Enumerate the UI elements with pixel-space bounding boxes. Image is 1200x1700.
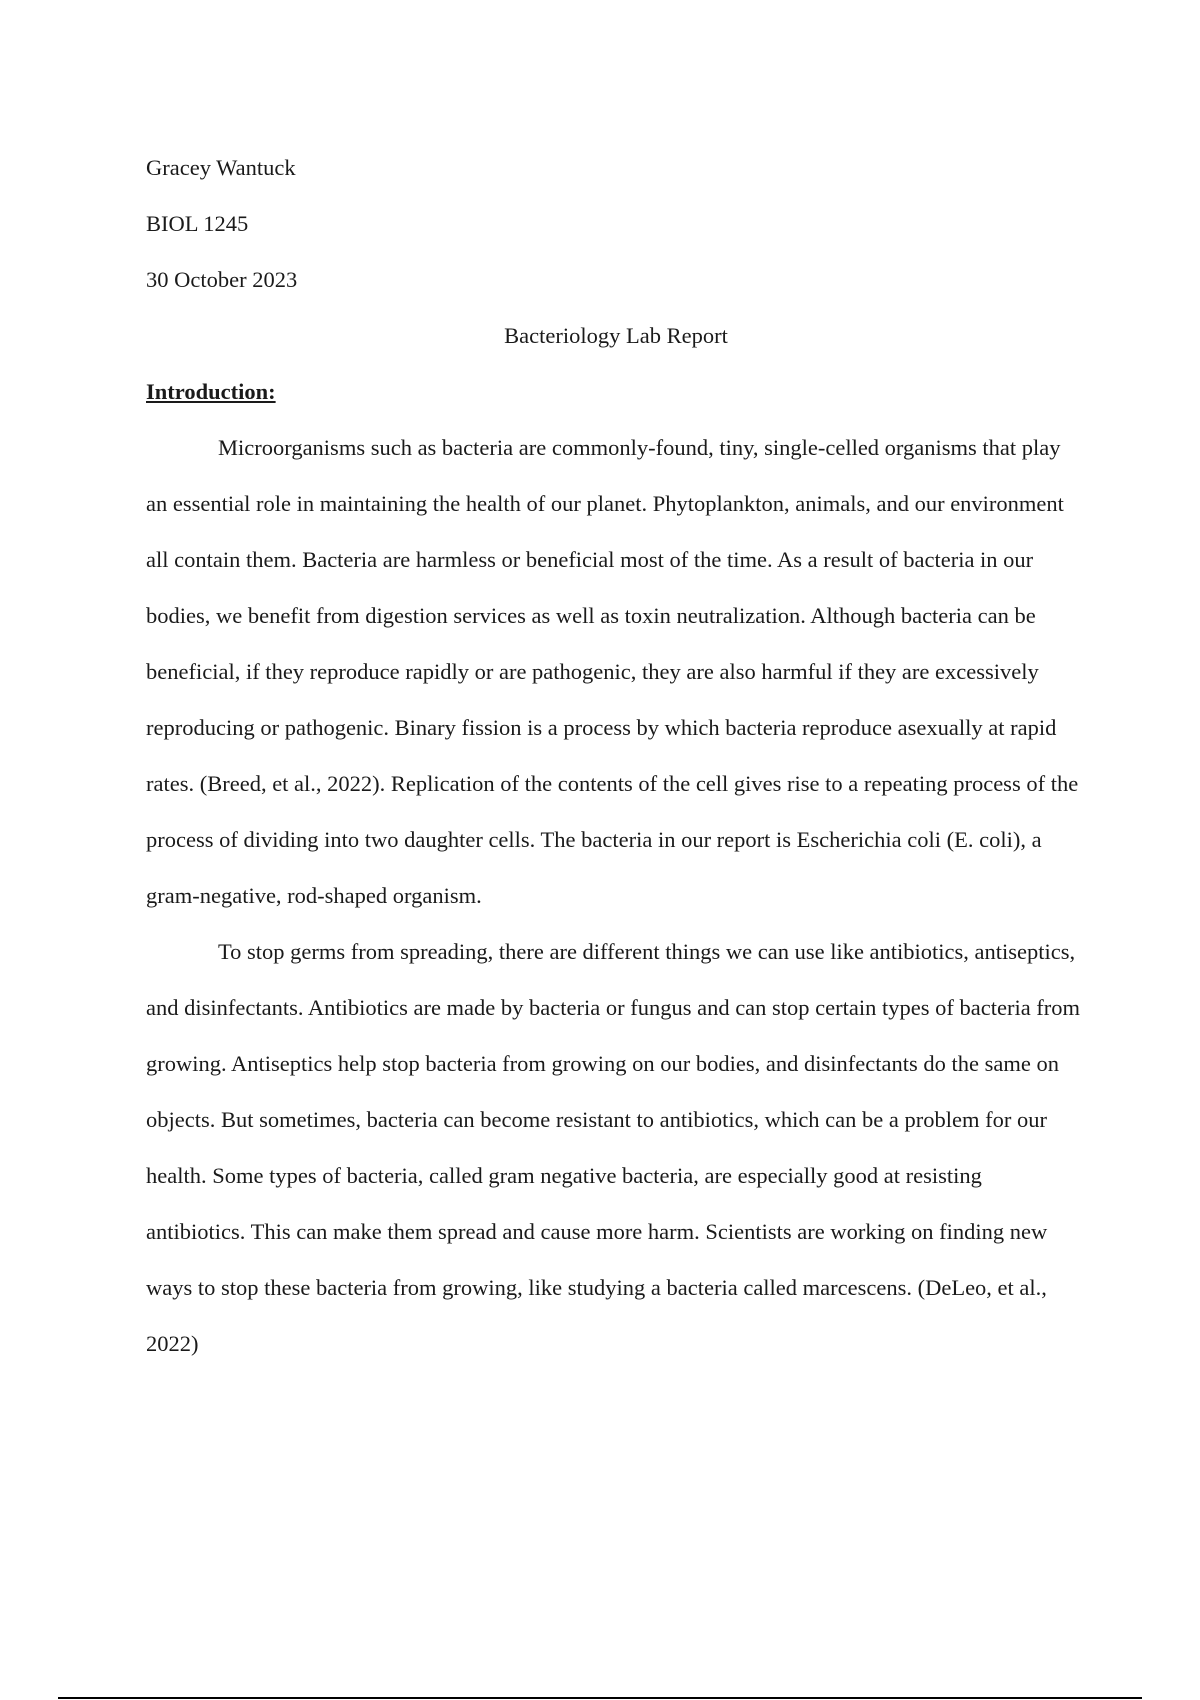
page-bottom-rule (58, 1697, 1142, 1699)
introduction-paragraph-1: Microorganisms such as bacteria are commonly-found, tiny, single-celled organisms that play an essential role in maintaining the health of our planet. Phytoplankton, animals, and our environment all contain them. Bacteria are harmless or beneficial most of the time. As a result of bacteria in our bodies, we benefit from digestion services as well as toxin neutralization. Although bacteria can be beneficial, if they reproduce rapidly or are pathogenic, they are also harmful if they are excessively reproducing or pathogenic. Binary fission is a process by which bacteria reproduce asexually at rapid rates. (Breed, et al., 2022). Replication of the contents of the cell gives rise to a repeating process of the process of dividing into two daughter cells. The bacteria in our report is Escherichia coli (E. coli), a gram-negative, rod-shaped organism. (146, 435, 1079, 908)
introduction-paragraph-2: To stop germs from spreading, there are different things we can use like antibiotics, antiseptics, and disinfectants. Antibiotics are made by bacteria or fungus and can stop certain types of bacteria from growing. Antiseptics help stop bacteria from growing on our bodies, and disinfectants do the same on objects. But sometimes, bacteria can become resistant to antibiotics, which can be a problem for our health. Some types of bacteria, called gram negative bacteria, are especially good at resisting antibiotics. This can make them spread and cause more harm. Scientists are working on finding new ways to stop these bacteria from growing, like studying a bacteria called marcescens. (DeLeo, et al., 2022) (146, 939, 1081, 1356)
report-date: 30 October 2023 (146, 267, 298, 292)
course-code: BIOL 1245 (146, 211, 249, 236)
report-title: Bacteriology Lab Report (504, 323, 728, 348)
section-heading-introduction: Introduction: (146, 379, 276, 404)
document-body (146, 140, 1086, 1372)
author-name: Gracey Wantuck (146, 155, 296, 180)
